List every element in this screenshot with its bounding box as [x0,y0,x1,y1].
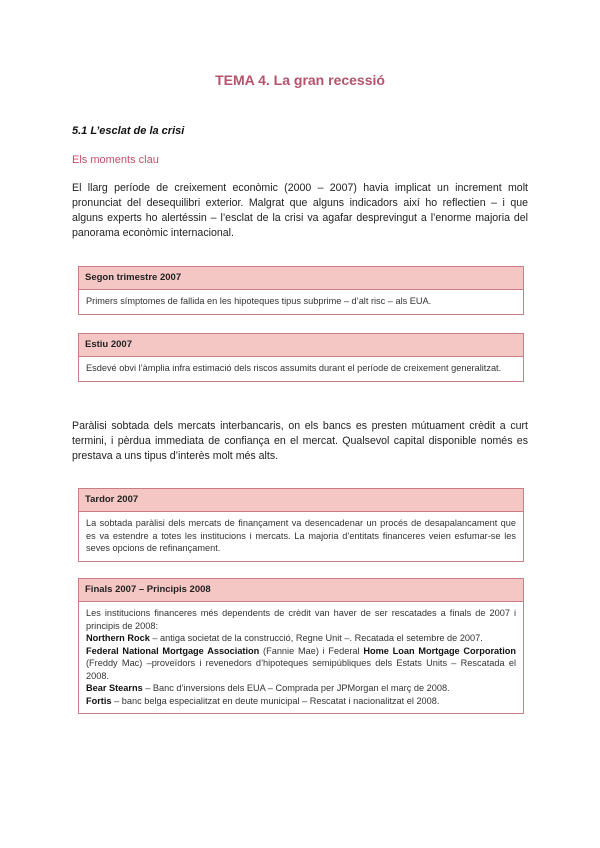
list-item: Federal National Mortgage Association (Fannie Mae) i Federal Home Loan Mortgage Corporation (Freddy Mac) –proveïdors i revenedors d’hipoteques semipúbliques dels Estats Units – Rescatada el 2008. [86,645,516,681]
list-item: Northern Rock – antiga societat de la construcció, Regne Unit –. Recatada el setembre de 2007. [86,633,483,643]
box-body: Primers símptomes de fallida en les hipoteques tipus subprime – d’alt risc – als EUA. [86,296,432,306]
institution-name: Home Loan Mortgage Corporation [363,645,516,656]
box-body: La sobtada paràlisi dels mercats de finançament va desencadenar un procés de desapalancament que es va estendre a totes les institucions i mercats. La majoria d’entitats financeres veien esfumar-se les seves opcions de refinançament. [86,518,516,553]
box-heading: Finals 2007 – Principis 2008 [79,579,523,602]
middle-paragraph: Paràlisi sobtada dels mercats interbancaris, on els bancs es presten mútuament crèdit a curt termini, i pèrdua immediata de confiança en el mercat. Qualsevol capital disponible només es prestava a uns tipus d’interès molt més alts. [72,420,528,462]
timeline-box-summer-2007 [78,333,524,382]
box-intro: Les institucions financeres més dependents de crèdit van haver de ser rescatades a finals de 2007 i principis de 2008: [86,608,516,631]
institution-name: Fortis [86,695,112,706]
list-item: Bear Stearns – Banc d’inversions dels EUA – Comprada per JPMorgan el març de 2008. [86,683,450,693]
timeline-box-q2-2007 [78,266,524,315]
box-body [79,602,523,713]
list-item: Fortis – banc belga especialitzat en deute municipal – Rescatat i nacionalitzat el 2008. [86,695,440,706]
timeline-box-late-2007-early-2008 [78,578,524,714]
institution-name: Federal National Mortgage Association [86,645,260,656]
box-heading: Tardor 2007 [79,489,523,512]
timeline-box-autumn-2007 [78,488,524,562]
subsection-heading: Els moments clau [72,154,159,166]
box-body: Esdevé obvi l’àmplia infra estimació dels riscos assumits durant el període de creixement generalitzat. [86,363,502,373]
box-heading: Segon trimestre 2007 [79,267,523,290]
section-heading: 5.1 L’esclat de la crisi [72,125,185,137]
institution-name: Bear Stearns [86,683,143,693]
box-heading: Estiu 2007 [79,334,523,357]
intro-paragraph: El llarg període de creixement econòmic (2000 – 2007) havia implicat un increment molt pronunciat del desequilibri exterior. Malgrat que alguns indicadors així ho reflectien – i que alguns experts ho alertéssin – l’esclat de la crisi va agafar desprevingut a l’enorme majoria del panorama econòmic internacional. [72,182,528,239]
page-title: TEMA 4. La gran recessió [215,72,385,88]
institution-name: Northern Rock [86,633,150,643]
